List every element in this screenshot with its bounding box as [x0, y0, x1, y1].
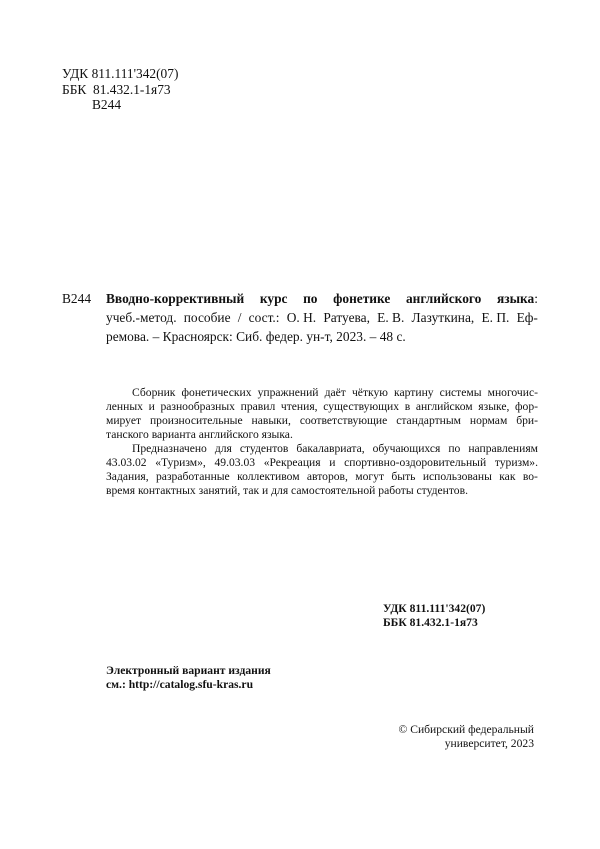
bibliographic-record: [106, 289, 538, 346]
annotation-word: быть: [391, 470, 416, 483]
copyright-notice: [360, 723, 534, 751]
annotation-word: направлениям: [468, 442, 538, 455]
biblio-word: пособие: [183, 310, 231, 325]
title-word: фонетике: [333, 291, 391, 306]
biblio-word: П.: [496, 310, 510, 325]
annotation-word: Задания,: [106, 470, 149, 483]
bottom-bbk: ББК 81.432.1-1я73: [383, 616, 478, 629]
annotation-word: Сборник: [132, 386, 176, 399]
biblio-word: /: [237, 310, 242, 325]
annotation-word: для: [214, 442, 232, 455]
title-word: английского: [405, 291, 482, 306]
annotation-word: по: [448, 442, 461, 455]
author-sign-top: В244: [92, 97, 122, 112]
annotation-word: фор-: [515, 400, 538, 413]
bbk-label: ББК: [62, 81, 87, 97]
annotation-word: 49.03.03: [214, 456, 256, 469]
biblio-line-3: ремова. – Красноярск: Сиб. федер. ун-т, 2023. – 48 с.: [106, 329, 406, 344]
annotation-word: могут: [355, 470, 385, 483]
annotation-line: танского варианта английского языка.: [106, 428, 293, 441]
annotation-word: бакалавриата,: [296, 442, 365, 455]
biblio-word: Ратуева,: [323, 310, 370, 325]
annotation-word: использованы: [422, 470, 492, 483]
annotation-line: время контактных занятий, так и для самостоятельной работы студентов.: [106, 484, 468, 497]
annotation-word: соответствующие: [299, 414, 388, 427]
annotation-word: в: [404, 400, 411, 413]
annotation-word: многочис-: [487, 386, 538, 399]
annotation-word: стандартным: [396, 414, 461, 427]
top-classification-codes: [62, 66, 178, 113]
annotation-word: языке,: [478, 400, 510, 413]
annotation-word: английском: [415, 400, 473, 413]
annotation-word: даёт: [324, 386, 346, 399]
annotation-word: и: [329, 456, 336, 469]
title-word: курс: [259, 291, 288, 306]
copyright-line1: © Сибирский федеральный: [398, 723, 534, 736]
annotation-word: разработанные: [156, 470, 230, 483]
biblio-word: учеб.-метод.: [106, 310, 177, 325]
annotation-line: [106, 442, 538, 456]
bottom-classification-codes: [383, 602, 485, 630]
annotation-word: 43.03.02: [106, 456, 147, 469]
title-colon: :: [534, 291, 538, 306]
title-word: Вводно-коррективный: [106, 291, 245, 306]
annotation-line: [106, 386, 538, 400]
annotation-word: бри-: [516, 414, 538, 427]
annotation-line: [106, 400, 538, 414]
annotation-line: [106, 456, 538, 470]
biblio-word: О.: [286, 310, 300, 325]
annotation-word: туризм».: [494, 456, 538, 469]
annotation-word: существующих: [323, 400, 400, 413]
biblio-word: Е.: [481, 310, 493, 325]
udk-row: [62, 66, 178, 82]
annotation-word: картину: [394, 386, 434, 399]
annotation-word: спортивно-оздоровительный: [344, 456, 487, 469]
annotation-word: «Рекреация: [263, 456, 321, 469]
annotation-line: [106, 414, 538, 428]
annotation-word: ленных: [106, 400, 143, 413]
annotation-word: во-: [522, 470, 538, 483]
biblio-line-2: [106, 308, 538, 327]
annotation: [106, 386, 538, 498]
annotation-word: произносительные: [149, 414, 243, 427]
author-sign-left: В244: [62, 291, 92, 306]
annotation-line: [106, 470, 538, 484]
electronic-version-url: см.: http://catalog.sfu-kras.ru: [106, 678, 254, 691]
udk-value: 811.111'342(07): [91, 66, 179, 81]
biblio-word: Е.: [377, 310, 389, 325]
electronic-version-line1: Электронный вариант издания: [106, 664, 271, 677]
annotation-word: чтения,: [280, 400, 318, 413]
annotation-word: как: [499, 470, 516, 483]
bbk-row: [62, 82, 178, 98]
bbk-value: 81.432.1-1я73: [93, 81, 171, 97]
title-word: по: [303, 291, 318, 306]
biblio-word: Лазуткина,: [411, 310, 475, 325]
annotation-word: навыки,: [251, 414, 291, 427]
annotation-word: разнообразных: [160, 400, 235, 413]
annotation-word: мирует: [106, 414, 142, 427]
annotation-word: чёткую: [351, 386, 388, 399]
bottom-udk: УДК 811.111'342(07): [383, 602, 486, 615]
electronic-version-note: [106, 664, 271, 692]
annotation-word: коллективом: [237, 470, 300, 483]
biblio-word: Еф-: [516, 310, 538, 325]
annotation-word: нормам: [469, 414, 508, 427]
biblio-word: сост.:: [248, 310, 280, 325]
annotation-word: авторов,: [306, 470, 348, 483]
annotation-word: «Туризм»,: [155, 456, 206, 469]
title-word: языка: [496, 291, 535, 306]
biblio-word: Н.: [303, 310, 317, 325]
annotation-word: упражнений: [257, 386, 319, 399]
annotation-word: и: [148, 400, 155, 413]
biblio-word: В.: [392, 310, 405, 325]
annotation-word: Предназначено: [132, 442, 207, 455]
copyright-line2: университет, 2023: [444, 737, 534, 750]
annotation-word: студентов: [239, 442, 289, 455]
udk-label: УДК: [62, 66, 89, 81]
biblio-line-1: [106, 289, 538, 308]
annotation-word: фонетических: [181, 386, 252, 399]
annotation-word: правил: [240, 400, 276, 413]
annotation-word: обучающихся: [372, 442, 441, 455]
annotation-word: системы: [439, 386, 482, 399]
